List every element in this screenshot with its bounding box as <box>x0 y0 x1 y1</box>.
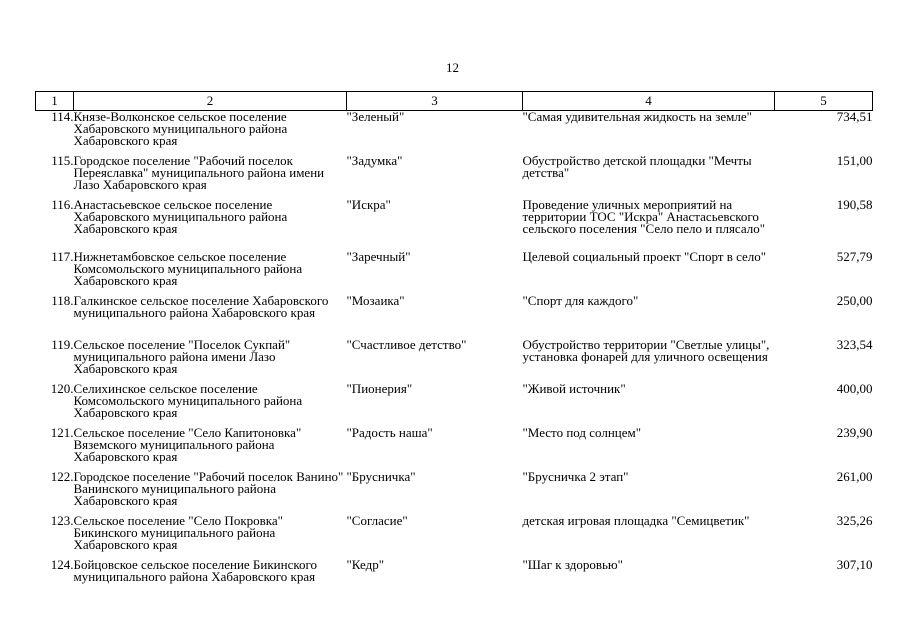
grants-table <box>35 91 873 603</box>
project-name: "Брусничка 2 этап" <box>522 468 629 484</box>
table-row <box>36 111 873 155</box>
grant-amount: 323,54 <box>836 336 873 352</box>
project-name: Обустройство детской площадки "Мечты детства" <box>522 152 752 180</box>
table-row <box>36 339 873 383</box>
tos-name: "Зеленый" <box>346 109 405 124</box>
project-name: "Место под солнцем" <box>522 424 642 440</box>
table-row <box>36 251 873 295</box>
tos-name: "Кедр" <box>346 556 385 572</box>
grant-amount: 734,51 <box>836 109 873 124</box>
table-row <box>36 199 873 251</box>
grant-amount: 307,10 <box>836 556 873 572</box>
tos-name: "Радость наша" <box>346 424 433 440</box>
tos-name: "Пионерия" <box>346 380 413 396</box>
project-name: "Самая удивительная жидкость на земле" <box>522 109 752 124</box>
grant-amount: 239,90 <box>836 424 873 440</box>
municipality-name: Бойцовское сельское поселение Бикинского муниципального района Хабаровского края <box>73 556 318 584</box>
table-row <box>36 515 873 559</box>
table-row <box>36 155 873 199</box>
table-row <box>36 471 873 515</box>
project-name: детская игровая площадка "Семицветик" <box>522 512 750 528</box>
row-number: 124. <box>50 556 74 572</box>
column-header-3: 3 <box>347 92 523 111</box>
project-name: Проведение уличных мероприятий на территории ТОС "Искра" Анастасьевского сельского поселения "Село пело и плясало" <box>522 196 766 236</box>
table-row <box>36 427 873 471</box>
tos-name: "Заречный" <box>346 248 411 264</box>
tos-name: "Согласие" <box>346 512 408 528</box>
row-number: 121. <box>50 424 74 440</box>
column-header-2: 2 <box>74 92 347 111</box>
grant-amount: 250,00 <box>836 292 873 308</box>
row-number: 114. <box>51 109 74 124</box>
project-name: Обустройство территории "Светлые улицы", установка фонарей для уличного освещения <box>522 336 770 364</box>
column-header-4: 4 <box>523 92 775 111</box>
header-row <box>36 92 873 111</box>
grant-amount: 325,26 <box>836 512 873 528</box>
row-number: 122. <box>50 468 74 484</box>
grant-amount: 527,79 <box>836 248 873 264</box>
column-header-5: 5 <box>775 92 873 111</box>
project-name: "Живой источник" <box>522 380 626 396</box>
grant-amount: 151,00 <box>836 152 873 168</box>
table-row <box>36 295 873 339</box>
municipality-name: Сельское поселение "Село Капитоновка" Вяземского муниципального района Хабаровского края <box>73 424 302 464</box>
municipality-name: Городское поселение "Рабочий поселок Переяславка" муниципального района имени Лазо Хабаровского края <box>73 152 325 192</box>
row-number: 118. <box>51 292 74 308</box>
grant-amount: 400,00 <box>836 380 873 396</box>
table-row <box>36 383 873 427</box>
municipality-name: Галкинское сельское поселение Хабаровского муниципального района Хабаровского края <box>73 292 329 320</box>
tos-name: "Искра" <box>346 196 391 212</box>
municipality-name: Селихинское сельское поселение Комсомольского муниципального района Хабаровского края <box>73 380 303 420</box>
municipality-name: Князе-Волконское сельское поселение Хабаровского муниципального района Хабаровского края <box>73 109 288 148</box>
project-name: "Спорт для каждого" <box>522 292 639 308</box>
row-number: 123. <box>50 512 74 528</box>
tos-name: "Брусничка" <box>346 468 416 484</box>
row-number: 120. <box>50 380 74 396</box>
row-number: 116. <box>51 196 74 212</box>
grant-amount: 190,58 <box>836 196 873 212</box>
table-body <box>36 111 873 603</box>
row-number: 115. <box>51 152 74 168</box>
tos-name: "Задумка" <box>346 152 403 168</box>
municipality-name: Сельское поселение "Село Покровка" Бикинского муниципального района Хабаровского края <box>73 512 283 552</box>
municipality-name: Нижнетамбовское сельское поселение Комсомольского муниципального района Хабаровского края <box>73 248 303 288</box>
municipality-name: Сельское поселение "Поселок Сукпай" муниципального района имени Лазо Хабаровского края <box>73 336 291 376</box>
tos-name: "Счастливое детство" <box>346 336 467 352</box>
page-number: 12 <box>446 60 459 75</box>
project-name: Целевой социальный проект "Спорт в село" <box>522 248 767 264</box>
row-number: 119. <box>51 336 74 352</box>
tos-name: "Мозаика" <box>346 292 405 308</box>
table-row <box>36 559 873 603</box>
project-name: "Шаг к здоровью" <box>522 556 623 572</box>
grant-amount: 261,00 <box>836 468 873 484</box>
municipality-name: Городское поселение "Рабочий поселок Ванино" Ванинского муниципального района Хабаровского края <box>73 468 344 508</box>
column-header-1: 1 <box>36 92 74 111</box>
municipality-name: Анастасьевское сельское поселение Хабаровского муниципального района Хабаровского края <box>73 196 288 236</box>
row-number: 117. <box>51 248 74 264</box>
